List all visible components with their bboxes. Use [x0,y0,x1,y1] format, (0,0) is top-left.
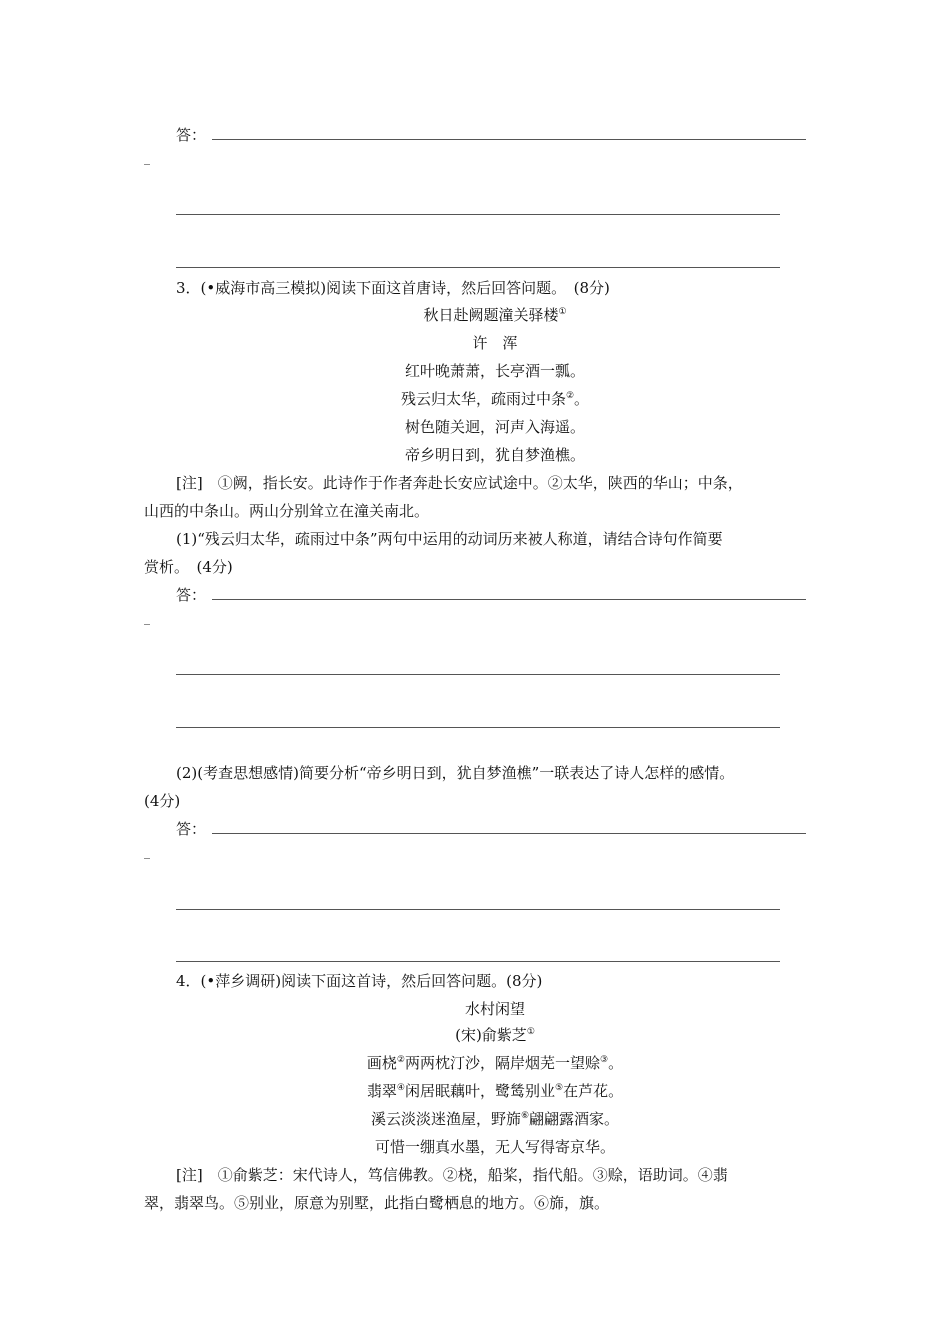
q4-poem-line-2 [0,1080,950,1101]
q3-sub2-line-2: (4分) [144,792,181,810]
q3-poem-line-2-text: 残云归太华，疏雨过中条 [400,390,566,408]
q3-poem-title-text: 秋日赴阙题潼关驿楼 [423,306,559,324]
answer-label: 答： [176,126,207,144]
q4-line-1-note-a: ② [396,1055,405,1065]
q3-sub1-line-1: (1)“残云归太华，疏雨过中条”两句中运用的动词历来被人称道，请结合诗句作简要 [176,530,723,548]
answer-line [212,139,806,140]
q4-note-line-1: [注] ①俞紫芝：宋代诗人，笃信佛教。②桡，船桨，指代船。③赊，语助词。④翡 [176,1166,728,1184]
q3-note-line-1: [注] ①阙，指长安。此诗作于作者奔赴长安应试途中。②太华，陕西的华山；中条， [176,474,743,492]
q3-author: 许 浑 [472,334,518,352]
answer-label: 答： [176,820,207,838]
q4-note-line-2: 翠，翡翠鸟。⑤别业，原意为别墅，此指白鹭栖息的地方。⑥旆，旗。 [144,1194,610,1212]
q4-poem-line-1 [0,1052,950,1073]
q4-author-note: ① [526,1027,535,1037]
q4-line-2-note-a: ④ [396,1083,405,1093]
dash-mark: _ [144,611,150,625]
q4-poem-line-3 [0,1108,950,1129]
q3-poem-line-1: 红叶晚萧萧，长亭酒一瓢。 [404,362,585,380]
q4-line-2-note-b: ⑤ [555,1083,564,1093]
dash-mark: _ [144,151,150,165]
q4-poem-line-4: 可惜一绷真水墨，无人写得寄京华。 [374,1138,615,1156]
answer-line [176,727,780,728]
q3-note-line-2: 山西的中条山。两山分别耸立在潼关南北。 [144,502,430,520]
q4-author [0,1024,950,1045]
q4-poem-title: 水村闲望 [464,1000,525,1018]
q4-line-3-part-a: 溪云淡淡迷渔屋，野旆 [370,1110,521,1128]
q3-poem-title-note: ① [558,307,567,317]
q3-sub2-line-1: (2)(考查思想感情)简要分析“帝乡明日到，犹自梦渔樵”一联表达了诗人怎样的感情。 [176,764,735,782]
answer-label: 答： [176,586,207,604]
q3-poem-line-3: 树色随关迥，河声入海遥。 [404,418,585,436]
q4-line-1-part-b: 两两枕汀沙，隔岸烟芜一望赊 [404,1054,600,1072]
q4-stem: 4．(•萍乡调研)阅读下面这首诗，然后回答问题。(8分) [176,972,543,990]
q4-line-2-part-c: 在芦花。 [563,1082,624,1100]
q3-poem-line-4: 帝乡明日到，犹自梦渔樵。 [404,446,585,464]
answer-line [212,833,806,834]
answer-line [176,961,780,962]
answer-line [176,674,780,675]
q4-line-1-part-c: 。 [608,1054,624,1072]
q3-poem-title [0,304,950,325]
q4-line-1-part-a: 画桡 [366,1054,397,1072]
answer-line [212,599,806,600]
q4-line-3-part-b: 翩翩露酒家。 [529,1110,620,1128]
q4-line-3-note-a: ⑥ [520,1111,530,1121]
q3-poem-line-2-note: ② [565,391,575,401]
answer-line [176,214,780,215]
q4-author-text: (宋)俞紫芝 [455,1026,527,1044]
q4-line-2-part-b: 闲居眠藕叶，鹭鸶别业 [404,1082,555,1100]
q3-stem: 3．(•威海市高三模拟)阅读下面这首唐诗，然后回答问题。 (8分) [176,279,610,297]
dash-mark: _ [144,845,150,859]
q4-line-2-part-a: 翡翠 [366,1082,397,1100]
q3-poem-line-2-end: 。 [574,390,590,408]
q3-sub1-line-2: 赏析。 (4分) [144,558,233,576]
q4-line-1-note-b: ③ [600,1055,609,1065]
answer-line [176,909,780,910]
q3-poem-line-2 [0,388,950,409]
answer-line [176,267,780,268]
